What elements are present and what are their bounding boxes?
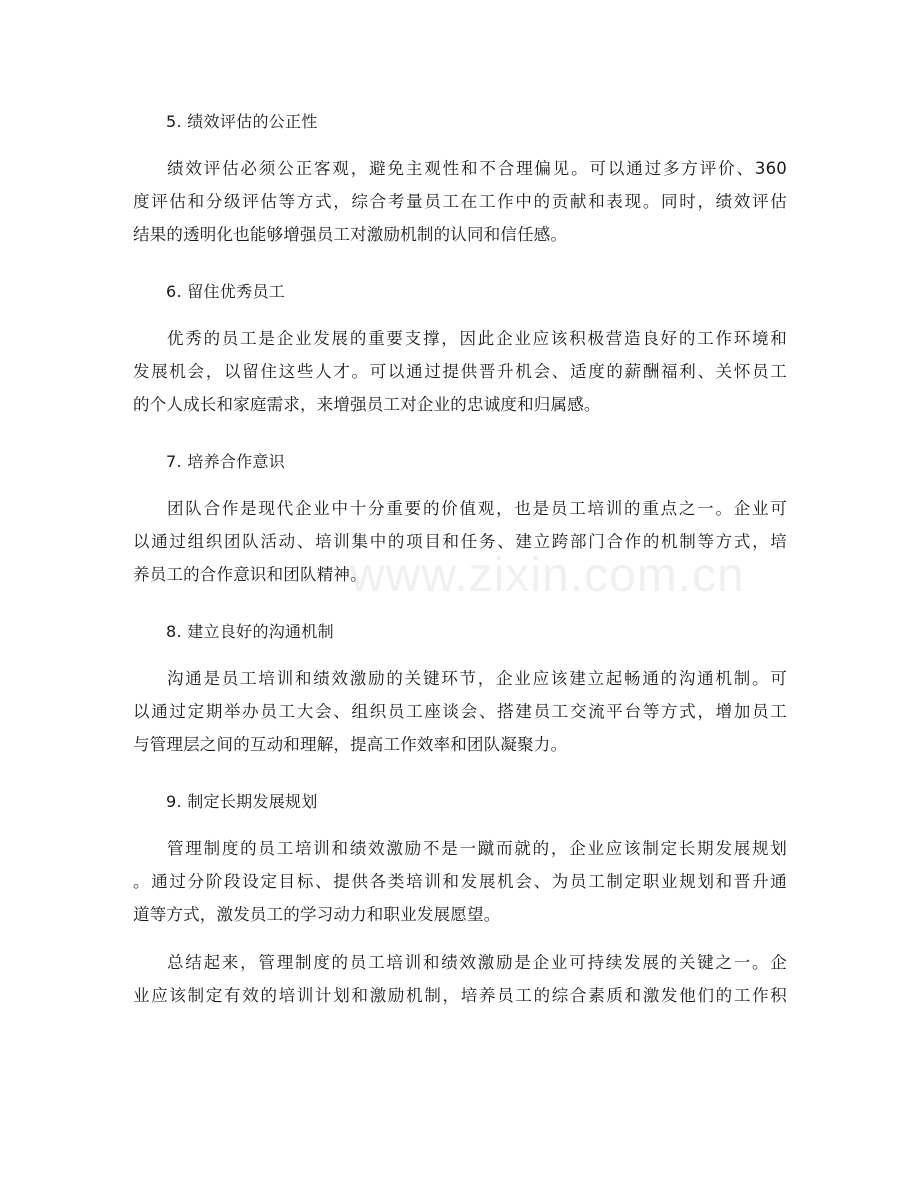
section-heading-8: 8. 建立良好的沟通机制 xyxy=(166,622,334,641)
section-paragraph-6 xyxy=(133,322,787,421)
conclusion-paragraph xyxy=(133,946,787,1012)
paragraph-line: 绩效评估必须公正客观，避免主观性和不合理偏见。可以通过多方评价、360 xyxy=(167,159,787,178)
paragraph-line: 养员工的合作意识和团队精神。 xyxy=(133,565,367,584)
paragraph-line: 与管理层之间的互动和理解，提高工作效率和团队凝聚力。 xyxy=(133,735,568,754)
section-paragraph-9 xyxy=(133,832,787,931)
watermark: www.zixin.com.cn xyxy=(350,549,745,602)
paragraph-line: 。通过分阶段设定目标、提供各类培训和发展机会、为员工制定职业规划和晋升通 xyxy=(133,872,787,891)
paragraph-line: 发展机会，以留住这些人才。可以通过提供晋升机会、适度的薪酬福利、关怀员工 xyxy=(133,362,787,381)
paragraph-line: 优秀的员工是企业发展的重要支撑，因此企业应该积极营造良好的工作环境和 xyxy=(167,329,787,348)
paragraph-line: 总结起来，管理制度的员工培训和绩效激励是企业可持续发展的关键之一。企 xyxy=(167,953,787,972)
section-heading-6: 6. 留住优秀员工 xyxy=(166,282,286,301)
section-paragraph-7 xyxy=(133,492,787,591)
section-paragraph-8 xyxy=(133,662,787,761)
paragraph-line: 道等方式，激发员工的学习动力和职业发展愿望。 xyxy=(133,905,501,924)
section-paragraph-5 xyxy=(133,152,787,251)
paragraph-line: 的个人成长和家庭需求，来增强员工对企业的忠诚度和归属感。 xyxy=(133,395,601,414)
paragraph-line: 以通过组织团队活动、培训集中的项目和任务、建立跨部门合作的机制等方式，培 xyxy=(133,532,787,551)
section-heading-5: 5. 绩效评估的公正性 xyxy=(166,112,318,131)
section-heading-9: 9. 制定长期发展规划 xyxy=(166,792,318,811)
paragraph-line: 沟通是员工培训和绩效激励的关键环节，企业应该建立起畅通的沟通机制。可 xyxy=(167,669,787,688)
paragraph-line: 度评估和分级评估等方式，综合考量员工在工作中的贡献和表现。同时，绩效评估 xyxy=(133,192,787,211)
paragraph-line: 团队合作是现代企业中十分重要的价值观，也是员工培训的重点之一。企业可 xyxy=(167,499,787,518)
paragraph-line: 业应该制定有效的培训计划和激励机制，培养员工的综合素质和激发他们的工作积 xyxy=(133,986,787,1005)
paragraph-line: 管理制度的员工培训和绩效激励不是一蹴而就的，企业应该制定长期发展规划 xyxy=(167,839,787,858)
section-heading-7: 7. 培养合作意识 xyxy=(166,452,286,471)
paragraph-line: 以通过定期举办员工大会、组织员工座谈会、搭建员工交流平台等方式，增加员工 xyxy=(133,702,787,721)
paragraph-line: 结果的透明化也能够增强员工对激励机制的认同和信任感。 xyxy=(133,225,568,244)
